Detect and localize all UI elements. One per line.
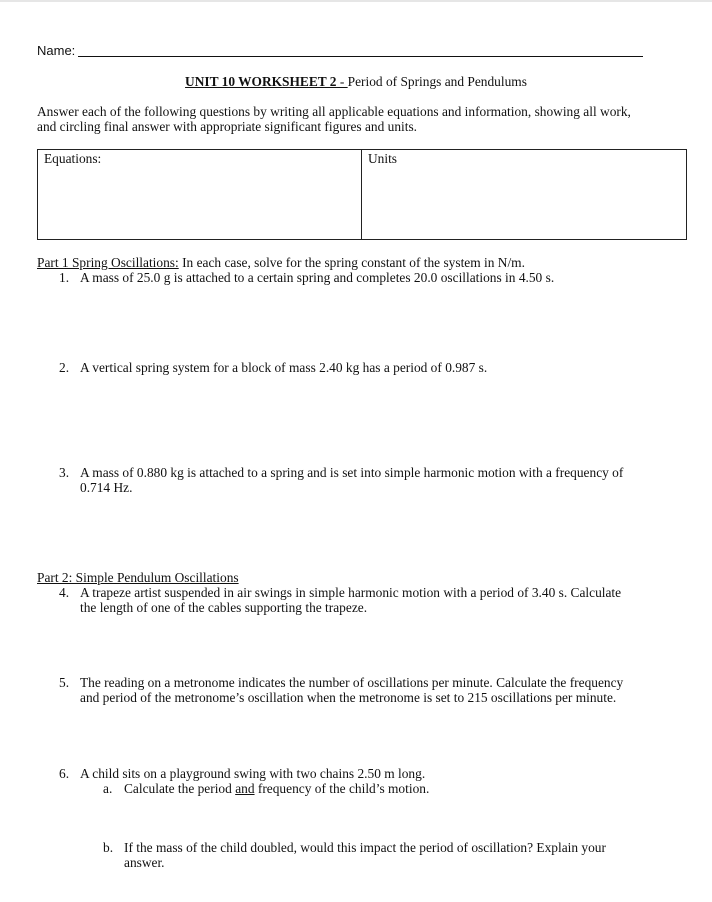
question-4-line-1: A trapeze artist suspended in air swings in simple harmonic motion with a period of 3.40 s. Calculate	[80, 585, 622, 600]
table-divider	[361, 150, 362, 239]
question-4-number: 4.	[59, 585, 70, 600]
question-1	[80, 270, 690, 285]
question-6-number: 6.	[59, 766, 70, 781]
question-5	[80, 675, 690, 706]
equations-label: Equations:	[44, 151, 102, 166]
instructions-line-2: and circling final answer with appropriate significant figures and units.	[37, 119, 418, 134]
units-label: Units	[368, 151, 398, 166]
part1-intro: In each case, solve for the spring constant of the system in N/m.	[178, 255, 525, 270]
question-6	[80, 766, 690, 781]
question-6b-line-2: answer.	[124, 855, 165, 871]
worksheet-title-sep: -	[336, 74, 348, 89]
question-1-number: 1.	[59, 270, 70, 285]
worksheet-subtitle: Period of Springs and Pendulums	[347, 74, 527, 89]
question-5-line-1: The reading on a metronome indicates the number of oscillations per minute. Calculate the frequency	[80, 675, 624, 690]
question-6b-number: b.	[103, 840, 114, 855]
part2-heading-line	[37, 570, 239, 585]
instructions-line-1: Answer each of the following questions by writing all applicable equations and information, showing all work,	[37, 104, 631, 119]
question-3	[80, 465, 690, 496]
question-6a	[124, 781, 684, 796]
name-label: Name:	[37, 43, 76, 58]
question-6a-pre: Calculate the period	[124, 781, 236, 796]
page-top-border	[0, 0, 712, 2]
question-6a-post: frequency of the child’s motion.	[254, 781, 430, 796]
question-3-line-2: 0.714 Hz.	[80, 480, 133, 496]
question-5-number: 5.	[59, 675, 70, 690]
question-4	[80, 585, 690, 616]
worksheet-title	[0, 74, 712, 90]
part1-heading: Part 1 Spring Oscillations:	[37, 255, 179, 270]
question-2	[80, 360, 690, 375]
question-1-text: A mass of 25.0 g is attached to a certain spring and completes 20.0 oscillations in 4.50 s.	[80, 270, 555, 285]
question-6b-line-1: If the mass of the child doubled, would this impact the period of oscillation? Explain your	[124, 840, 606, 855]
question-2-text: A vertical spring system for a block of mass 2.40 kg has a period of 0.987 s.	[80, 360, 488, 375]
part2-heading: Part 2: Simple Pendulum Oscillations	[37, 570, 239, 585]
question-4-line-2: the length of one of the cables supporting the trapeze.	[80, 600, 368, 616]
worksheet-title-main: UNIT 10 WORKSHEET 2	[185, 74, 337, 89]
question-6-text: A child sits on a playground swing with two chains 2.50 m long.	[80, 766, 426, 781]
equations-units-table	[37, 149, 687, 240]
question-6a-number: a.	[103, 781, 113, 796]
question-6a-and: and	[235, 781, 255, 796]
question-3-line-1: A mass of 0.880 kg is attached to a spring and is set into simple harmonic motion with a frequency of	[80, 465, 624, 480]
question-2-number: 2.	[59, 360, 70, 375]
question-3-number: 3.	[59, 465, 70, 480]
question-6b	[124, 840, 684, 871]
name-input-line[interactable]	[78, 56, 643, 57]
instructions	[37, 104, 687, 134]
part1-heading-line	[37, 255, 687, 270]
question-5-line-2: and period of the metronome’s oscillation when the metronome is set to 215 oscillations per minute.	[80, 690, 617, 706]
